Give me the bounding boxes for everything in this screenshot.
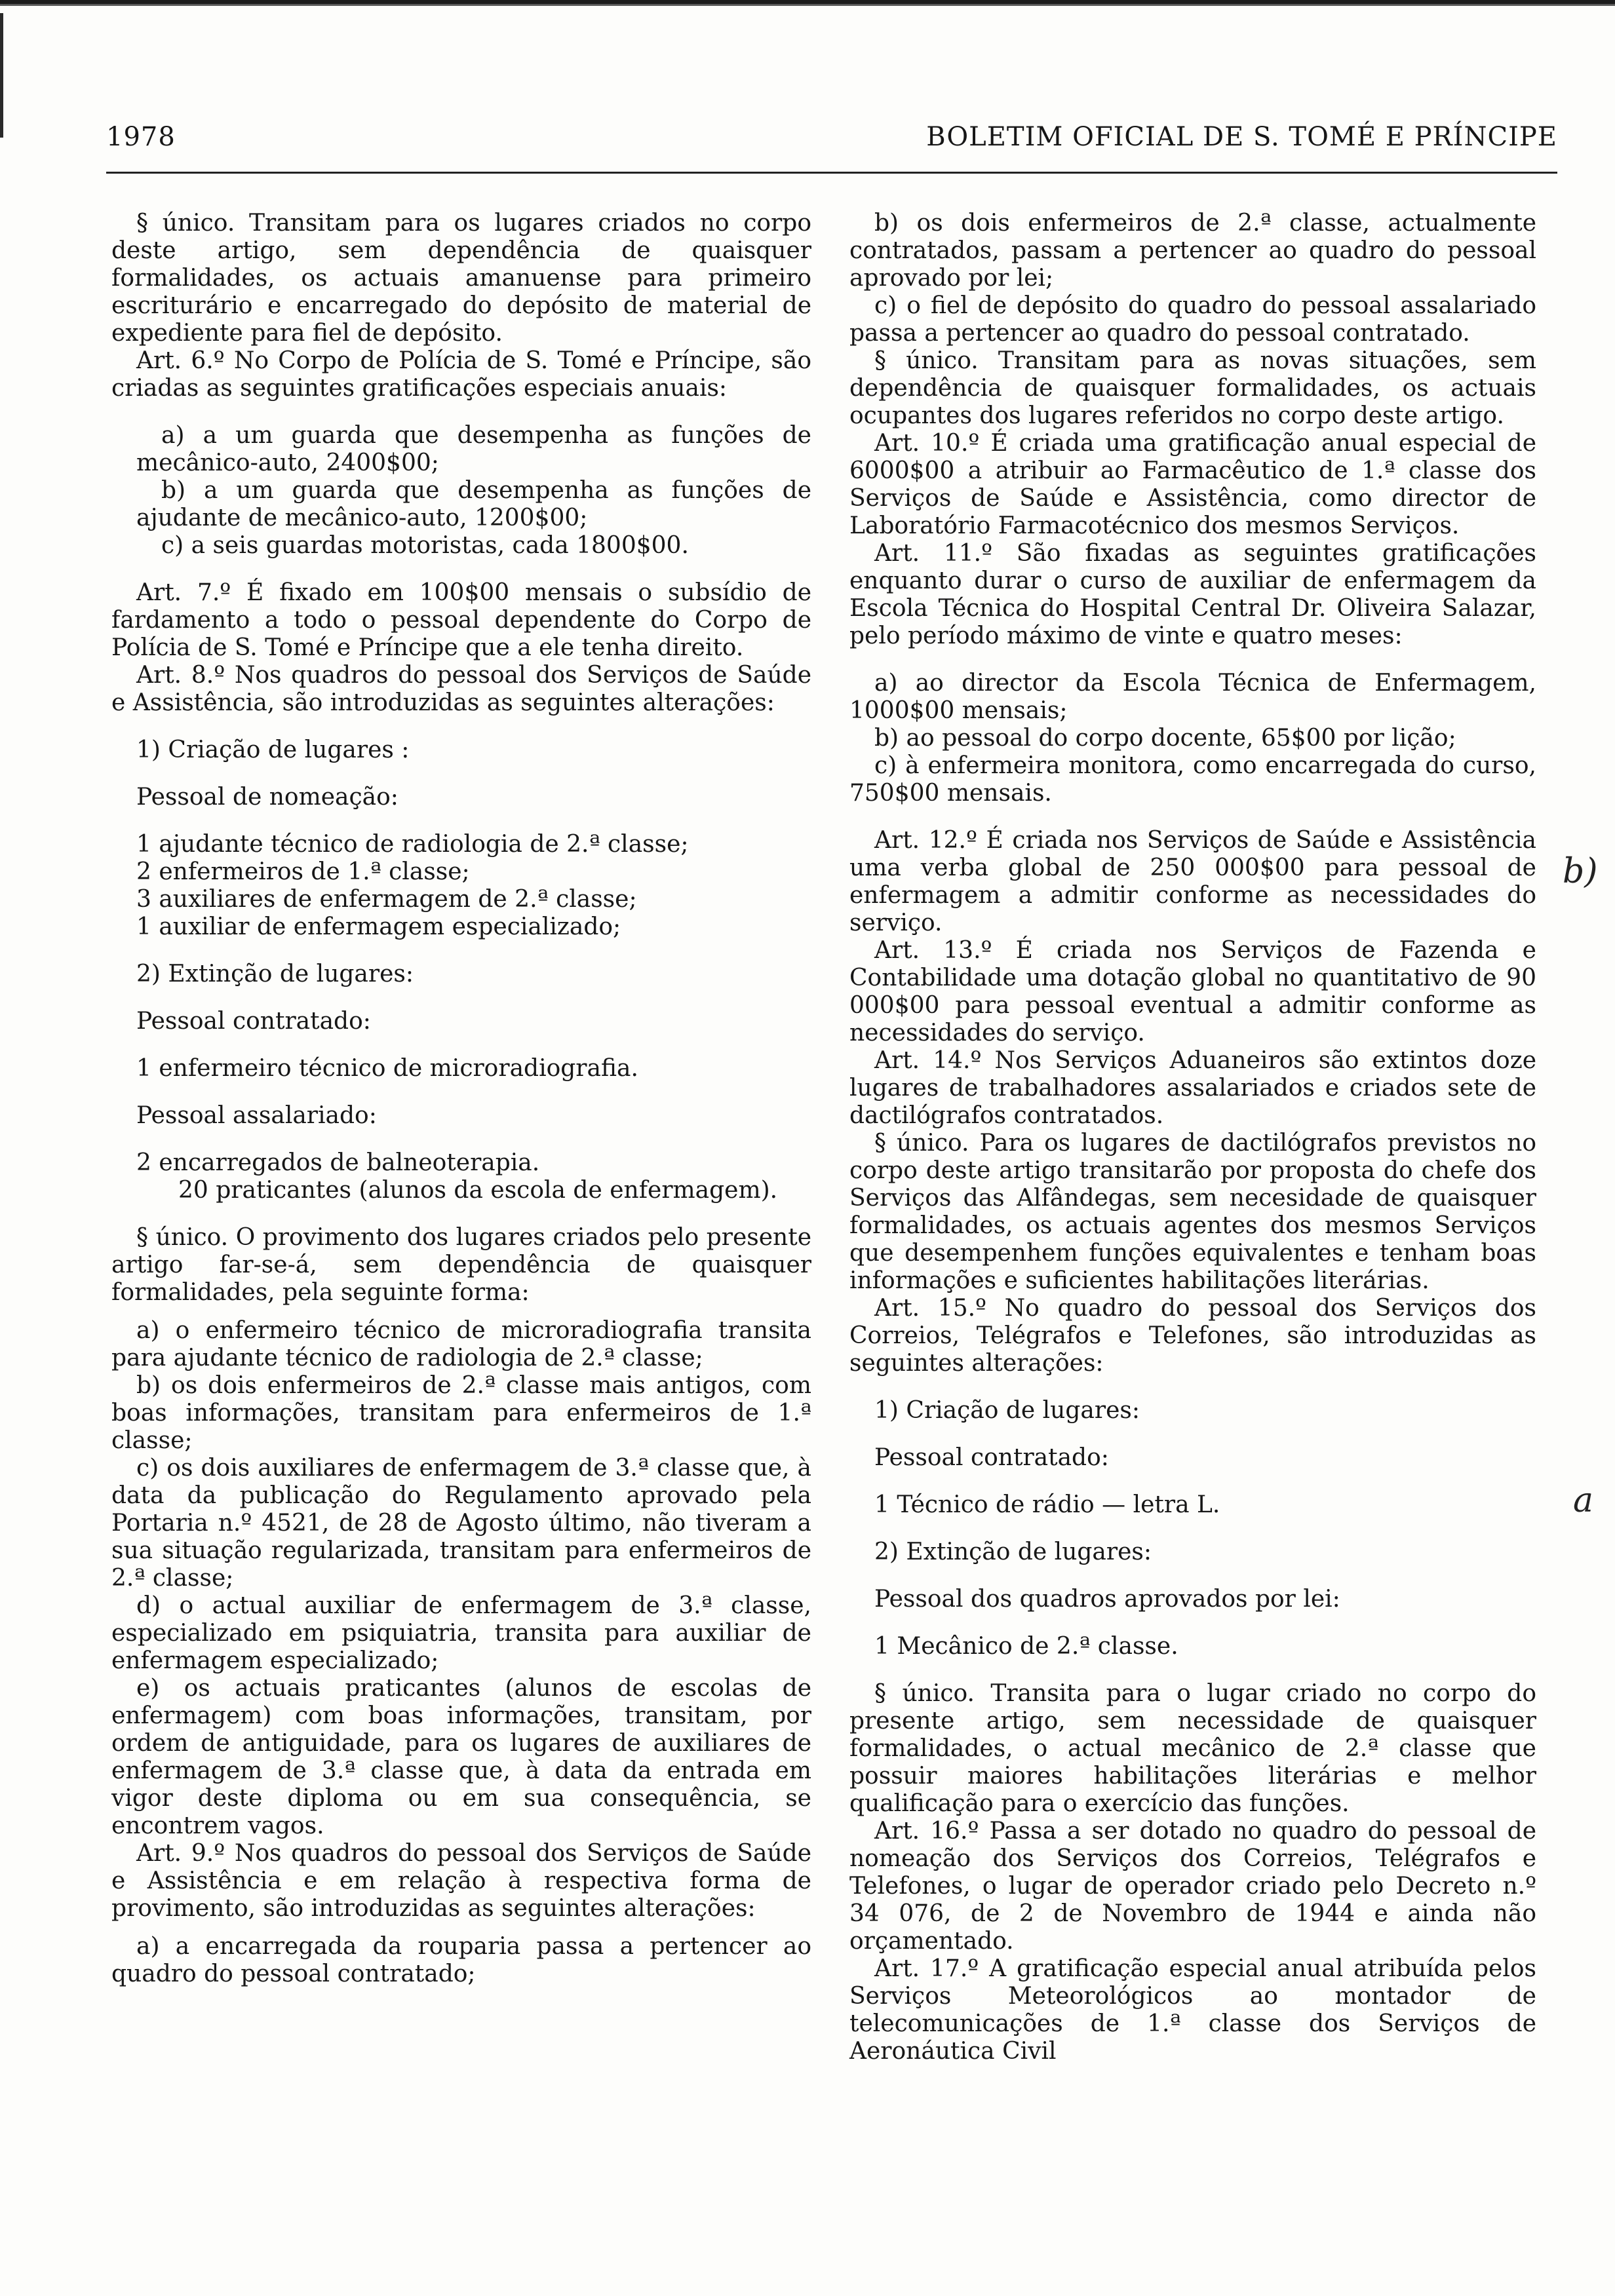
list-item: 1 auxiliar de enfermagem especializado; — [136, 913, 621, 940]
page-header — [106, 122, 1557, 157]
list-item: d) o actual auxiliar de enfermagem de 3.ª classe, especializado em psiquiatria, transita para auxiliar de enfermagem especializado; — [111, 1592, 811, 1674]
paragraph: Art. 15.º No quadro do pessoal dos Serviços dos Correios, Telégrafos e Telefones, são introduzidas as seguintes alterações: — [849, 1295, 1536, 1377]
subsection-heading: Pessoal assalariado: — [136, 1102, 377, 1129]
list-item: a) o enfermeiro técnico de microradiografia transita para ajudante técnico de radiologia de 2.ª classe; — [111, 1317, 811, 1371]
list-item: 1 Técnico de rádio — letra L. — [874, 1491, 1220, 1518]
paragraph: Art. 12.º É criada nos Serviços de Saúde e Assistência uma verba global de 250 000$00 para pessoal de enfermagem a admitir conforme as necessidades do serviço. — [849, 827, 1536, 936]
paragraph: § único. Transita para o lugar criado no corpo do presente artigo, sem necessidade de quaisquer formalidades, o actual mecânico de 2.ª classe que possuir maiores habilitações literárias e melhor qualificação para o exercício das funções. — [849, 1680, 1536, 1817]
paragraph: Art. 9.º Nos quadros do pessoal dos Serviços de Saúde e Assistência e em relação à respectiva forma de provimento, são introduzidas as seguintes alterações: — [111, 1840, 811, 1922]
subsection-heading: Pessoal de nomeação: — [136, 784, 399, 811]
subsection-heading: Pessoal dos quadros aprovados por lei: — [874, 1586, 1340, 1613]
paragraph: § único. O provimento dos lugares criados pelo presente artigo far-se-á, sem dependência de quaisquer formalidades, pela seguinte forma: — [111, 1224, 811, 1306]
subsection-heading: Pessoal contratado: — [136, 1008, 371, 1035]
header-rule — [106, 172, 1557, 174]
scan-edge-left — [0, 13, 3, 138]
list-item: b) ao pessoal do corpo docente, 65$00 por lição; — [874, 725, 1456, 752]
list-item: e) os actuais praticantes (alunos de escolas de enfermagem) com boas informações, transitam, por ordem de antiguidade, para os lugares de auxiliares de enfermagem de 3.ª classe que, à data da entrada em vigor deste diploma ou em sua consequência, se encontrem vagos. — [111, 1675, 811, 1839]
margin-annotation: a — [1573, 1481, 1594, 1520]
paragraph: Art. 11.º São fixadas as seguintes gratificações enquanto durar o curso de auxiliar de enfermagem da Escola Técnica do Hospital Central Dr. Oliveira Salazar, pelo período máximo de vinte e quatro meses: — [849, 540, 1536, 649]
section-heading: 1) Criação de lugares : — [136, 737, 410, 763]
list-item: 1 ajudante técnico de radiologia de 2.ª classe; — [136, 831, 689, 858]
list-item: c) a seis guardas motoristas, cada 1800$00. — [161, 532, 689, 559]
paragraph: § único. Transitam para os lugares criados no corpo deste artigo, sem dependência de quaisquer formalidades, os actuais amanuense para primeiro escriturário e encarregado do depósito de material de expediente para fiel de depósito. — [111, 210, 811, 347]
list-item: c) à enfermeira monitora, como encarregada do curso, 750$00 mensais. — [849, 752, 1536, 807]
right-column — [849, 210, 1536, 2065]
left-column — [111, 210, 811, 1988]
list-item: c) o fiel de depósito do quadro do pessoal assalariado passa a pertencer ao quadro do pessoal contratado. — [849, 292, 1536, 347]
paragraph: Art. 7.º É fixado em 100$00 mensais o subsídio de fardamento a todo o pessoal dependente do Corpo de Polícia de S. Tomé e Príncipe que a ele tenha direito. — [111, 579, 811, 661]
list-item: 3 auxiliares de enfermagem de 2.ª classe; — [136, 886, 637, 913]
section-heading: 2) Extinção de lugares: — [136, 961, 414, 987]
list-item: a) a encarregada da rouparia passa a pertencer ao quadro do pessoal contratado; — [111, 1933, 811, 1987]
list-item: 1 enfermeiro técnico de microradiografia. — [136, 1055, 638, 1082]
list-item: c) os dois auxiliares de enfermagem de 3.ª classe que, à data da publicação do Regulamento aprovado pela Portaria n.º 4521, de 28 de Agosto último, não tiveram a sua situação regularizada, transitam para enfermeiros de 2.ª classe; — [111, 1455, 811, 1592]
list-item: a) a um guarda que desempenha as funções de mecânico-auto, 2400$00; — [136, 422, 811, 476]
list-item: b) a um guarda que desempenha as funções de ajudante de mecânico-auto, 1200$00; — [136, 477, 811, 531]
list-item: b) os dois enfermeiros de 2.ª classe mais antigos, com boas informações, transitam para enfermeiros de 1.ª classe; — [111, 1372, 811, 1454]
paragraph: Art. 16.º Passa a ser dotado no quadro do pessoal de nomeação dos Serviços dos Correios, Telégrafos e Telefones, o lugar de operador criado pelo Decreto n.º 34 076, de 2 de Novembro de 1944 e ainda não orçamentado. — [849, 1818, 1536, 1955]
paragraph: § único. Transitam para as novas situações, sem dependência de quaisquer formalidades, os actuais ocupantes dos lugares referidos no corpo deste artigo. — [849, 347, 1536, 429]
list-item: 2 enfermeiros de 1.ª classe; — [136, 858, 470, 885]
journal-title: BOLETIM OFICIAL DE S. TOMÉ E PRÍNCIPE — [926, 122, 1557, 152]
paragraph: § único. Para os lugares de dactilógrafos previstos no corpo deste artigo transitarão por proposta do chefe dos Serviços das Alfândegas, sem necesidade de quaisquer formalidades, os actuais agentes dos mesmos Serviços que desempenhem funções equivalentes e tenham boas informações e suficientes habilitações literárias. — [849, 1130, 1536, 1294]
paragraph: Art. 13.º É criada nos Serviços de Fazenda e Contabilidade uma dotação global no quantitativo de 90 000$00 para pessoal eventual a admitir conforme as necessidades do serviço. — [849, 937, 1536, 1046]
list-item: a) ao director da Escola Técnica de Enfermagem, 1000$00 mensais; — [849, 670, 1536, 724]
list-item: 1 Mecânico de 2.ª classe. — [874, 1633, 1178, 1660]
list-item: 2 encarregados de balneoterapia. — [136, 1149, 540, 1176]
list-item: 20 praticantes (alunos da escola de enfermagem). — [178, 1177, 778, 1204]
paragraph: Art. 10.º É criada uma gratificação anual especial de 6000$00 a atribuir ao Farmacêutico de 1.ª classe dos Serviços de Saúde e Assistência, como director de Laboratório Farmacotécnico dos mesmos Serviços. — [849, 430, 1536, 539]
margin-annotation: b) — [1563, 852, 1598, 891]
scan-edge-top — [0, 0, 1615, 17]
page-number: 1978 — [106, 122, 176, 152]
paragraph: Art. 6.º No Corpo de Polícia de S. Tomé e Príncipe, são criadas as seguintes gratificações especiais anuais: — [111, 347, 811, 402]
section-heading: 2) Extinção de lugares: — [874, 1539, 1152, 1565]
section-heading: 1) Criação de lugares: — [874, 1397, 1140, 1424]
paragraph: Art. 8.º Nos quadros do pessoal dos Serviços de Saúde e Assistência, são introduzidas as seguintes alterações: — [111, 662, 811, 716]
subsection-heading: Pessoal contratado: — [874, 1444, 1109, 1471]
paragraph: Art. 14.º Nos Serviços Aduaneiros são extintos doze lugares de trabalhadores assalariados e criados sete de dactilógrafos contratados. — [849, 1047, 1536, 1129]
paragraph: Art. 17.º A gratificação especial anual atribuída pelos Serviços Meteorológicos ao montador de telecomunicações de 1.ª classe dos Serviços de Aeronáutica Civil — [849, 1955, 1536, 2065]
list-item: b) os dois enfermeiros de 2.ª classe, actualmente contratados, passam a pertencer ao quadro do pessoal aprovado por lei; — [849, 210, 1536, 292]
